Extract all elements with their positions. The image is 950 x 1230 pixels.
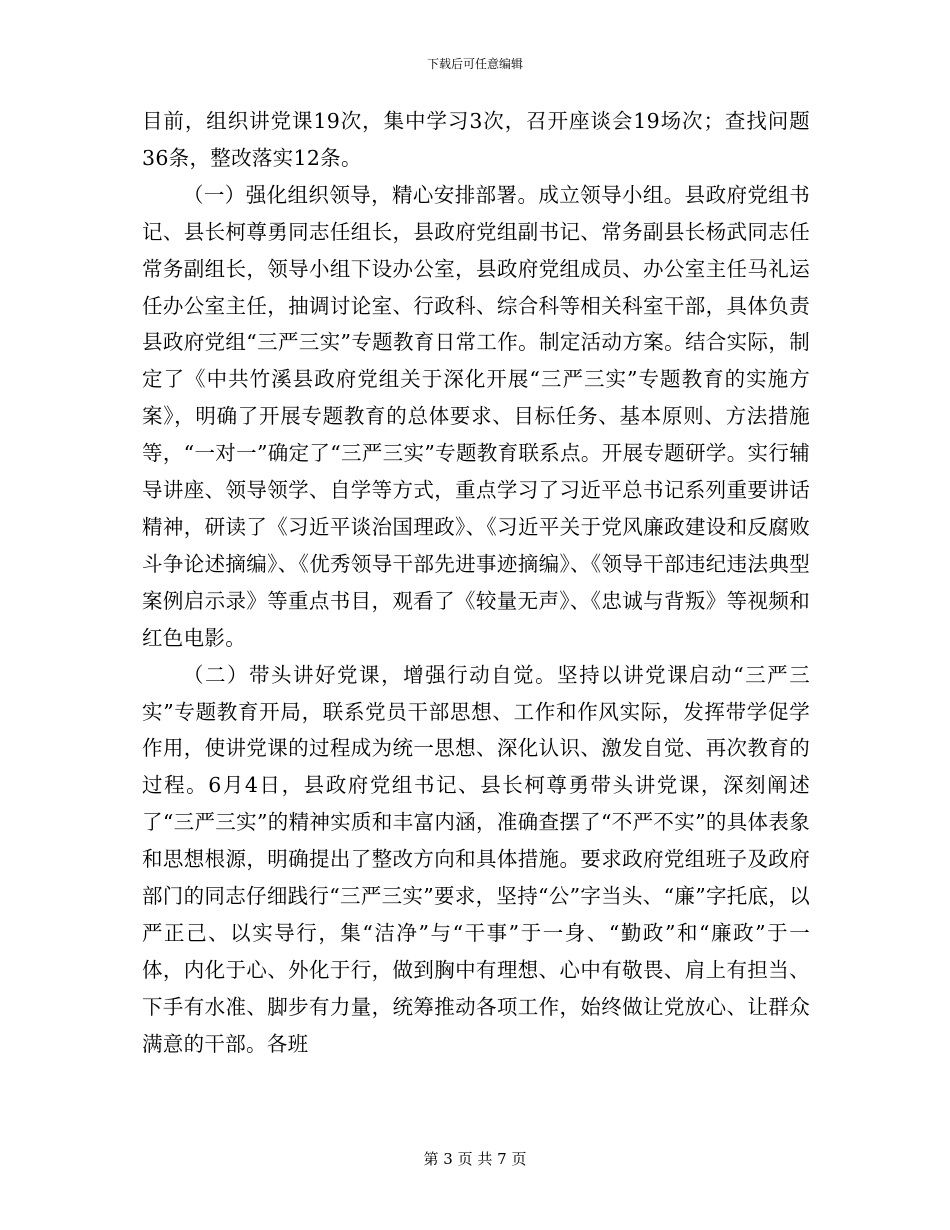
paragraph-continuation: 目前，组织讲党课19次，集中学习3次，召开座谈会19场次；查找问题36条，整改落实12条。 [142, 109, 810, 170]
page-footer: 第 3 页 共 7 页 [423, 1150, 527, 1168]
page-header: 下载后可任意编辑 [426, 57, 523, 71]
paragraph-organization-leadership: （一）强化组织领导，精心安排部署。成立领导小组。县政府党组书记、县长柯尊勇同志任组长，县政府党组副书记、常务副县长杨武同志任常务副组长，领导小组下设办公室，县政府党组成员、办公室主任马礼运任办公室主任，抽调讨论室、行政科、综合科等相关科室干部，具体负责县政府党组“三严三实”专题教育日常工作。制定活动方案。结合实际，制定了《中共竹溪县政府党组关于深化开展“三严三实”专题教育的实施方案》，明确了开展专题教育的总体要求、目标任务、基本原则、方法措施等，“一对一”确定了“三严三实”专题教育联系点。开展专题研学。实行辅导讲座、领导领学、自学等方式，重点学习了习近平总书记系列重要讲话精神，研读了《习近平谈治国理政》、《习近平关于党风廉政建设和反腐败斗争论述摘编》、《优秀领导干部先进事迹摘编》、《领导干部违纪违法典型案例启示录》等重点书目，观看了《较量无声》、《忠诚与背叛》等视频和红色电影。 [142, 182, 810, 650]
paragraph-party-lecture: （二）带头讲好党课，增强行动自觉。坚持以讲党课启动“三严三实”专题教育开局，联系党员干部思想、工作和作风实际，发挥带学促学作用，使讲党课的过程成为统一思想、深化认识、激发自觉、再次教育的过程。6月4日，县政府党组书记、县长柯尊勇带头讲党课，深刻阐述了“三严三实”的精神实质和丰富内涵，准确查摆了“不严不实”的具体表象和思想根源，明确提出了整改方向和具体措施。要求政府党组班子及政府部门的同志仔细践行“三严三实”要求，坚持“公”字当头、“廉”字托底，以严正己、以实导行，集“洁净”与“干事”于一身、“勤政”和“廉政”于一体，内化于心、外化于行，做到胸中有理想、心中有敬畏、肩上有担当、下手有水准、脚步有力量，统筹推动各项工作，始终做让党放心、让群众满意的干部。各班 [142, 662, 810, 1056]
document-body [142, 103, 810, 1063]
